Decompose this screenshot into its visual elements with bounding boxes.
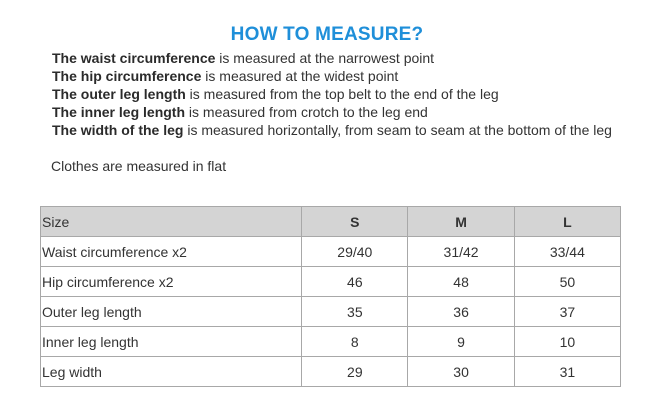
cell-value: 31/42 bbox=[408, 237, 514, 267]
instruction-term: The outer leg length bbox=[52, 86, 186, 102]
instruction-leg-width bbox=[52, 121, 612, 139]
header-size-s: S bbox=[302, 207, 408, 237]
instruction-term: The hip circumference bbox=[52, 68, 202, 84]
table-row bbox=[41, 297, 621, 327]
cell-value: 10 bbox=[514, 327, 620, 357]
measurement-instructions bbox=[52, 49, 612, 139]
instruction-text: is measured horizontally, from seam to seam at the bottom of the leg bbox=[183, 122, 612, 138]
instruction-term: The waist circumference bbox=[52, 50, 216, 66]
instruction-text: is measured from the top belt to the end of the leg bbox=[185, 86, 499, 102]
size-chart-table bbox=[40, 206, 621, 387]
cell-value: 48 bbox=[408, 267, 514, 297]
cell-value: 29/40 bbox=[302, 237, 408, 267]
table-row bbox=[41, 267, 621, 297]
instruction-term: The width of the leg bbox=[52, 122, 184, 138]
cell-value: 46 bbox=[302, 267, 408, 297]
header-size-m: M bbox=[408, 207, 514, 237]
table-row bbox=[41, 237, 621, 267]
cell-value: 31 bbox=[514, 357, 620, 387]
instruction-hip bbox=[52, 67, 612, 85]
cell-value: 50 bbox=[514, 267, 620, 297]
cell-value: 35 bbox=[302, 297, 408, 327]
row-label: Outer leg length bbox=[41, 297, 302, 327]
instruction-text: is measured at the widest point bbox=[201, 68, 399, 84]
page-title: HOW TO MEASURE? bbox=[230, 24, 424, 45]
cell-value: 29 bbox=[302, 357, 408, 387]
row-label: Waist circumference x2 bbox=[41, 237, 302, 267]
header-size-l: L bbox=[514, 207, 620, 237]
row-label: Inner leg length bbox=[41, 327, 302, 357]
instruction-text: is measured from crotch to the leg end bbox=[185, 104, 428, 120]
instruction-term: The inner leg length bbox=[52, 104, 186, 120]
cell-value: 8 bbox=[302, 327, 408, 357]
instruction-inner-leg bbox=[52, 103, 612, 121]
cell-value: 36 bbox=[408, 297, 514, 327]
table-header-row bbox=[41, 207, 621, 237]
instruction-waist bbox=[52, 49, 612, 67]
measurement-note: Clothes are measured in flat bbox=[51, 158, 227, 174]
row-label: Hip circumference x2 bbox=[41, 267, 302, 297]
instruction-text: is measured at the narrowest point bbox=[215, 50, 435, 66]
cell-value: 30 bbox=[408, 357, 514, 387]
cell-value: 37 bbox=[514, 297, 620, 327]
instruction-outer-leg bbox=[52, 85, 612, 103]
header-size-label: Size bbox=[41, 207, 302, 237]
row-label: Leg width bbox=[41, 357, 302, 387]
table-row bbox=[41, 357, 621, 387]
table-row bbox=[41, 327, 621, 357]
cell-value: 9 bbox=[408, 327, 514, 357]
cell-value: 33/44 bbox=[514, 237, 620, 267]
